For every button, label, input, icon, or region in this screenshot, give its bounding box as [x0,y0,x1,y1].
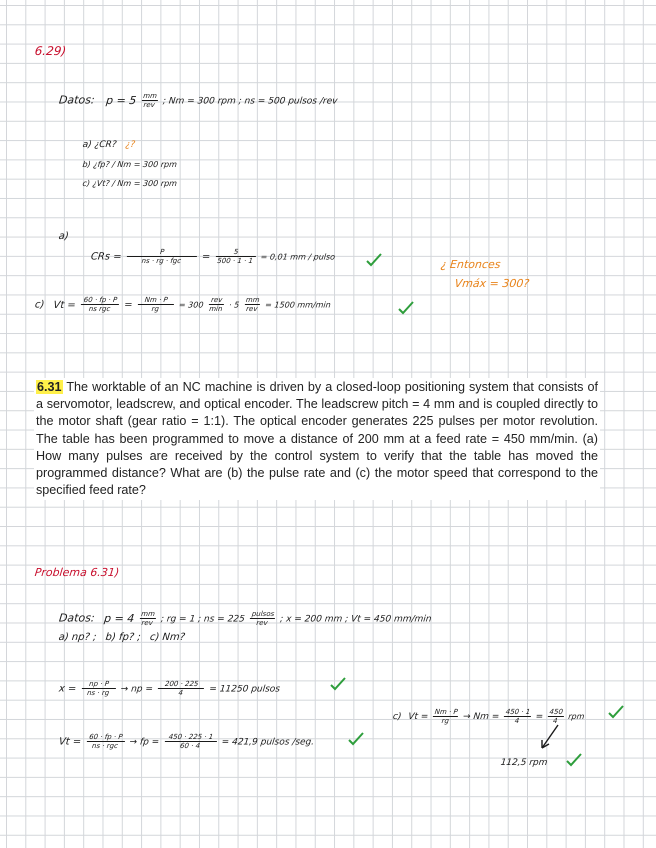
np-result: = 11250 pulsos [208,684,281,695]
solution-a-label: a) [58,231,70,242]
cr-equation: CRs = $\frac{P}{\text{ns · rg · fgc}}$ = $\frac{5}{500 \cdot 1 \cdot 1}$ = 0,01 mm / pulso [90,248,336,265]
section-631-title: Problema 6.31) [34,566,120,579]
question-a-629: a) ¿CR? ¿? [82,140,136,150]
datos-line-631: Datos: p = 4 $\frac{mm}{\text{rev}}$ ; rg = 1 ; ns = 225 $\frac{\text{pulsos}}{\text{rev}}$ ; x = 200 mm ; Vt = 450 mm/min [58,610,433,627]
nm-equation: c) Vt = $\frac{Nm \cdot P}{rg}$ → Nm = $\frac{450 \cdot 1}{4}$ = $\frac{450}{4}$ rpm [392,708,585,725]
vt-fraction: $\frac{60 \cdot fp \cdot P}{\text{ns rgc}}$ [80,296,120,313]
vt-fraction-2: $\frac{Nm \cdot P}{rg}$ [137,296,175,313]
pitch-unit: $\frac{mm}{\text{rev}}$ [142,92,158,109]
rev-per-min-unit: $\frac{\text{rev}}{\min}$ [208,296,223,313]
pulses-per-rev-unit: $\frac{\text{pulsos}}{\text{rev}}$ [251,610,275,627]
question-c-629: c) ¿Vt? / Nm = 300 rpm [82,179,178,188]
margin-note-line-1: ¿ Entonces [440,258,502,271]
pitch-unit: $\frac{mm}{\text{rev}}$ [140,610,156,627]
check-icon [348,731,364,745]
question-a-note: ¿? [124,140,136,150]
nm-result: 112,5 rpm [500,758,548,768]
cr-fraction-values: $\frac{5}{500 \cdot 1 \cdot 1}$ [215,248,257,265]
questions-631: a) np? ; b) fp? ; c) Nm? [58,632,186,643]
section-629-title: 6.29) [34,44,67,58]
vt-equation-629: c) Vt = $\frac{60 \cdot fp \cdot P}{\text{ns rgc}}$ = $\frac{Nm \cdot P}{rg}$ = 300 $\frac{\text{rev}}{\min}$ · 5 $\frac{mm}{\text{rev}}$ = 1500 mm/min [34,296,332,313]
check-icon [366,252,382,266]
fp-result: = 421,9 pulsos /seg. [221,737,315,748]
check-icon [330,676,346,690]
check-icon [566,752,582,766]
margin-note-line-2: Vmáx = 300? [454,277,530,290]
question-b-629: b) ¿fp? / Nm = 300 rpm [82,160,178,169]
cr-result: = 0,01 mm / pulso [260,252,336,262]
motor-speed-and-pulses: ; Nm = 300 rpm ; ns = 500 pulsos /rev [162,96,338,107]
check-icon [398,300,414,314]
fp-equation: Vt = $\frac{60 \cdot fp \cdot P}{\text{ns · rgc}}$ → fp = $\frac{450 \cdot 225 \cdot 1}{60 \cdot 4}$ = 421,9 pulsos /seg. [58,733,315,750]
problem-text: The worktable of an NC machine is driven by a closed-loop positioning system that consists of a servomotor, leadscrew, and optical encoder. The leadscrew pitch = 4 mm and is coupled directly to the motor shaft (gear ratio = 1:1). The optical encoder generates 225 pulses per motor revolution. The table has been programmed to move a distance of 200 mm at a feed rate = 450 mm/min. (a) How many pulses are received by the control system to verify that the table has moved the programmed distance? What are (b) the pulse rate and (c) the motor speed that correspond to the specified feed rate? [36,380,598,498]
pitch-value: p = 5 [105,93,138,107]
check-icon [608,704,624,718]
vt-result: = 1500 mm/min [264,300,332,310]
cr-fraction: $\frac{P}{\text{ns · rg · fgc}}$ [126,248,198,265]
datos-label: Datos: [58,93,96,107]
datos-line-629 [58,92,338,109]
down-arrow-icon [538,724,560,752]
problem-statement [34,378,600,500]
problem-number: 6.31 [37,380,62,394]
mm-per-rev-unit: $\frac{mm}{\text{rev}}$ [245,296,260,313]
np-equation: x = $\frac{np \cdot P}{ns \cdot rg}$ → np = $\frac{200 \cdot 225}{4}$ = 11250 pulsos [58,680,281,697]
